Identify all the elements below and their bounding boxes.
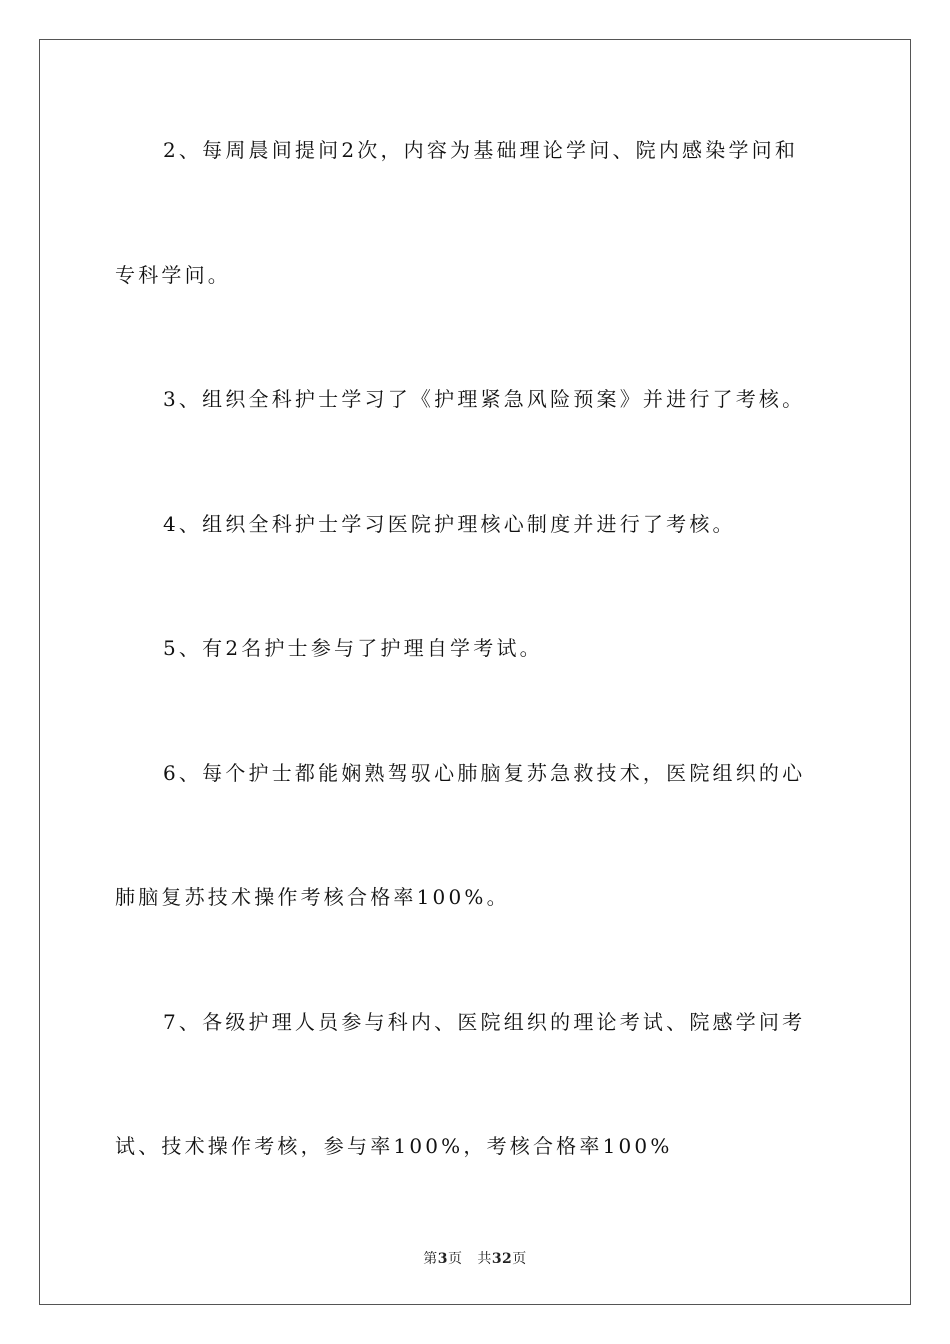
footer-total-suffix: 页	[512, 1251, 527, 1267]
paragraph-3: 3、组织全科护士学习了《护理紧急风险预案》并进行了考核。	[163, 387, 806, 411]
page-border	[39, 39, 911, 1305]
paragraph-4: 4、组织全科护士学习医院护理核心制度并进行了考核。	[163, 512, 736, 536]
footer-total-pages: 32	[491, 1251, 513, 1267]
paragraph-7-line-2: 试、技术操作考核，参与率100%，考核合格率100%	[115, 1134, 673, 1158]
footer-page-number: 3	[437, 1251, 448, 1267]
page-footer	[0, 1248, 950, 1268]
footer-prefix: 第	[423, 1251, 438, 1267]
paragraph-6-line-1: 6、每个护士都能娴熟驾驭心肺脑复苏急救技术，医院组织的心	[163, 761, 806, 785]
paragraph-5: 5、有2名护士参与了护理自学考试。	[163, 636, 543, 660]
paragraph-2-line-2: 专科学问。	[115, 263, 231, 287]
footer-page-suffix: 页	[447, 1251, 463, 1267]
paragraph-2-line-1: 2、每周晨间提问2次，内容为基础理论学问、院内感染学问和	[163, 138, 799, 162]
paragraph-7-line-1: 7、各级护理人员参与科内、医院组织的理论考试、院感学问考	[163, 1010, 806, 1034]
paragraph-6-line-2: 肺脑复苏技术操作考核合格率100%。	[115, 885, 510, 909]
footer-total-prefix: 共	[477, 1251, 492, 1267]
